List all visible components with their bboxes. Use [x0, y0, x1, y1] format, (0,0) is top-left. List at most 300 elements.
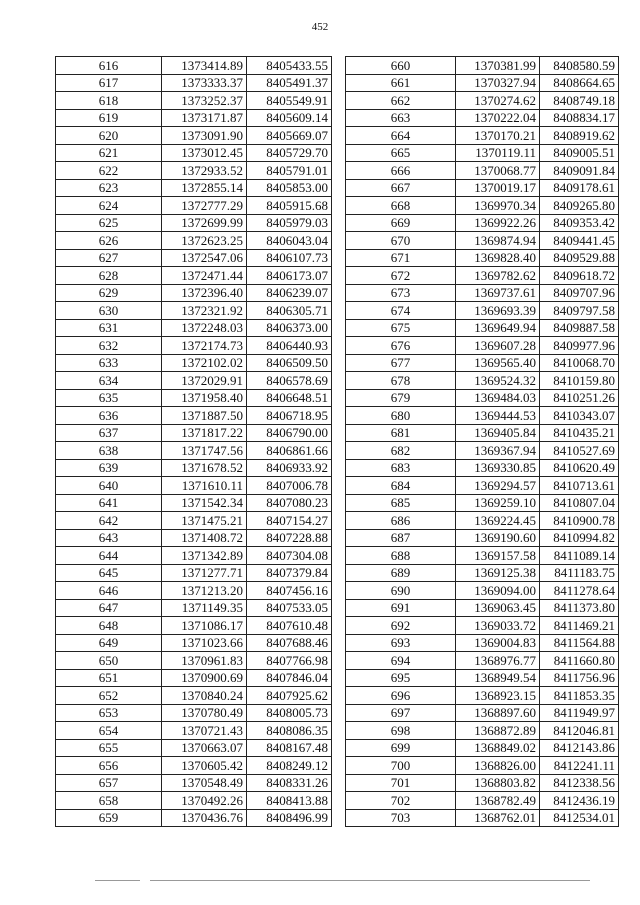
- x-coordinate-cell: 1370019.17: [456, 179, 540, 197]
- point-number-cell: 700: [346, 757, 456, 775]
- x-coordinate-cell: 1368923.15: [456, 687, 540, 705]
- y-coordinate-cell: 8409529.88: [540, 249, 619, 267]
- point-number-cell: 637: [56, 424, 162, 442]
- y-coordinate-cell: 8411373.80: [540, 599, 619, 617]
- x-coordinate-cell: 1372777.29: [162, 197, 247, 215]
- point-number-cell: 677: [346, 354, 456, 372]
- y-coordinate-cell: 8408749.18: [540, 92, 619, 110]
- x-coordinate-cell: 1371747.56: [162, 442, 247, 460]
- x-coordinate-cell: 1369565.40: [456, 354, 540, 372]
- point-number-cell: 674: [346, 302, 456, 320]
- table-row: [346, 214, 619, 232]
- x-coordinate-cell: 1371342.89: [162, 547, 247, 565]
- point-number-cell: 632: [56, 337, 162, 355]
- point-number-cell: 681: [346, 424, 456, 442]
- x-coordinate-cell: 1369874.94: [456, 232, 540, 250]
- y-coordinate-cell: 8408580.59: [540, 57, 619, 75]
- x-coordinate-cell: 1371086.17: [162, 617, 247, 635]
- y-coordinate-cell: 8408249.12: [247, 757, 332, 775]
- point-number-cell: 684: [346, 477, 456, 495]
- y-coordinate-cell: 8406373.00: [247, 319, 332, 337]
- x-coordinate-cell: 1368897.60: [456, 704, 540, 722]
- y-coordinate-cell: 8408919.62: [540, 127, 619, 145]
- table-row: [346, 722, 619, 740]
- point-number-cell: 670: [346, 232, 456, 250]
- y-coordinate-cell: 8411564.88: [540, 634, 619, 652]
- x-coordinate-cell: 1370274.62: [456, 92, 540, 110]
- y-coordinate-cell: 8411183.75: [540, 564, 619, 582]
- point-number-cell: 649: [56, 634, 162, 652]
- y-coordinate-cell: 8410994.82: [540, 529, 619, 547]
- table-row: [56, 529, 332, 547]
- y-coordinate-cell: 8405979.03: [247, 214, 332, 232]
- point-number-cell: 702: [346, 792, 456, 810]
- x-coordinate-cell: 1368976.77: [456, 652, 540, 670]
- y-coordinate-cell: 8409353.42: [540, 214, 619, 232]
- y-coordinate-cell: 8408664.65: [540, 74, 619, 92]
- y-coordinate-cell: 8410068.70: [540, 354, 619, 372]
- x-coordinate-cell: 1369004.83: [456, 634, 540, 652]
- y-coordinate-cell: 8412534.01: [540, 809, 619, 827]
- y-coordinate-cell: 8405791.01: [247, 162, 332, 180]
- y-coordinate-cell: 8406239.07: [247, 284, 332, 302]
- point-number-cell: 646: [56, 582, 162, 600]
- x-coordinate-cell: 1369063.45: [456, 599, 540, 617]
- x-coordinate-cell: 1373333.37: [162, 74, 247, 92]
- table-row: [56, 232, 332, 250]
- point-number-cell: 627: [56, 249, 162, 267]
- table-row: [346, 809, 619, 827]
- table-row: [56, 512, 332, 530]
- point-number-cell: 656: [56, 757, 162, 775]
- point-number-cell: 680: [346, 407, 456, 425]
- point-number-cell: 631: [56, 319, 162, 337]
- point-number-cell: 619: [56, 109, 162, 127]
- y-coordinate-cell: 8405853.00: [247, 179, 332, 197]
- x-coordinate-cell: 1370961.83: [162, 652, 247, 670]
- table-row: [346, 162, 619, 180]
- y-coordinate-cell: 8409887.58: [540, 319, 619, 337]
- x-coordinate-cell: 1372174.73: [162, 337, 247, 355]
- point-number-cell: 617: [56, 74, 162, 92]
- y-coordinate-cell: 8407610.48: [247, 617, 332, 635]
- point-number-cell: 652: [56, 687, 162, 705]
- y-coordinate-cell: 8405433.55: [247, 57, 332, 75]
- table-row: [56, 214, 332, 232]
- y-coordinate-cell: 8411469.21: [540, 617, 619, 635]
- x-coordinate-cell: 1370492.26: [162, 792, 247, 810]
- point-number-cell: 701: [346, 774, 456, 792]
- point-number-cell: 628: [56, 267, 162, 285]
- y-coordinate-cell: 8411278.64: [540, 582, 619, 600]
- table-row: [56, 74, 332, 92]
- page-number: 452: [311, 21, 329, 33]
- y-coordinate-cell: 8412436.19: [540, 792, 619, 810]
- y-coordinate-cell: 8410713.61: [540, 477, 619, 495]
- table-row: [346, 477, 619, 495]
- point-number-cell: 669: [346, 214, 456, 232]
- point-number-cell: 666: [346, 162, 456, 180]
- y-coordinate-cell: 8406173.07: [247, 267, 332, 285]
- y-coordinate-cell: 8406933.92: [247, 459, 332, 477]
- y-coordinate-cell: 8407080.23: [247, 494, 332, 512]
- table-row: [346, 652, 619, 670]
- point-number-cell: 643: [56, 529, 162, 547]
- footer-rule: [95, 880, 140, 881]
- table-row: [56, 687, 332, 705]
- table-row: [346, 529, 619, 547]
- y-coordinate-cell: 8409265.80: [540, 197, 619, 215]
- y-coordinate-cell: 8406648.51: [247, 389, 332, 407]
- table-row: [346, 442, 619, 460]
- table-row: [56, 669, 332, 687]
- point-number-cell: 690: [346, 582, 456, 600]
- y-coordinate-cell: 8409005.51: [540, 144, 619, 162]
- y-coordinate-cell: 8410251.26: [540, 389, 619, 407]
- y-coordinate-cell: 8407456.16: [247, 582, 332, 600]
- table-row: [346, 704, 619, 722]
- point-number-cell: 621: [56, 144, 162, 162]
- x-coordinate-cell: 1372855.14: [162, 179, 247, 197]
- table-row: [346, 582, 619, 600]
- point-number-cell: 668: [346, 197, 456, 215]
- point-number-cell: 622: [56, 162, 162, 180]
- table-body: [56, 57, 332, 827]
- x-coordinate-cell: 1371610.11: [162, 477, 247, 495]
- table-row: [346, 127, 619, 145]
- point-number-cell: 633: [56, 354, 162, 372]
- table-row: [346, 599, 619, 617]
- y-coordinate-cell: 8407766.98: [247, 652, 332, 670]
- table-row: [56, 92, 332, 110]
- point-number-cell: 658: [56, 792, 162, 810]
- y-coordinate-cell: 8409977.96: [540, 337, 619, 355]
- point-number-cell: 676: [346, 337, 456, 355]
- table-row: [56, 109, 332, 127]
- x-coordinate-cell: 1368849.02: [456, 739, 540, 757]
- y-coordinate-cell: 8405669.07: [247, 127, 332, 145]
- x-coordinate-cell: 1372248.03: [162, 319, 247, 337]
- point-number-cell: 683: [346, 459, 456, 477]
- x-coordinate-cell: 1372933.52: [162, 162, 247, 180]
- table-row: [346, 232, 619, 250]
- point-number-cell: 667: [346, 179, 456, 197]
- table-row: [56, 179, 332, 197]
- x-coordinate-cell: 1369524.32: [456, 372, 540, 390]
- x-coordinate-cell: 1369970.34: [456, 197, 540, 215]
- table-row: [346, 617, 619, 635]
- point-number-cell: 641: [56, 494, 162, 512]
- x-coordinate-cell: 1371887.50: [162, 407, 247, 425]
- x-coordinate-cell: 1371213.20: [162, 582, 247, 600]
- table-body: [346, 57, 619, 827]
- point-number-cell: 691: [346, 599, 456, 617]
- x-coordinate-cell: 1369190.60: [456, 529, 540, 547]
- x-coordinate-cell: 1372102.02: [162, 354, 247, 372]
- table-row: [346, 109, 619, 127]
- y-coordinate-cell: 8411756.96: [540, 669, 619, 687]
- y-coordinate-cell: 8407925.62: [247, 687, 332, 705]
- y-coordinate-cell: 8412241.11: [540, 757, 619, 775]
- point-number-cell: 659: [56, 809, 162, 827]
- table-row: [346, 739, 619, 757]
- point-number-cell: 698: [346, 722, 456, 740]
- table-row: [56, 792, 332, 810]
- x-coordinate-cell: 1368782.49: [456, 792, 540, 810]
- point-number-cell: 672: [346, 267, 456, 285]
- y-coordinate-cell: 8410807.04: [540, 494, 619, 512]
- x-coordinate-cell: 1368872.89: [456, 722, 540, 740]
- table-row: [346, 547, 619, 565]
- x-coordinate-cell: 1370119.11: [456, 144, 540, 162]
- point-number-cell: 696: [346, 687, 456, 705]
- x-coordinate-cell: 1370548.49: [162, 774, 247, 792]
- point-number-cell: 693: [346, 634, 456, 652]
- table-row: [56, 774, 332, 792]
- table-row: [346, 774, 619, 792]
- table-row: [56, 354, 332, 372]
- y-coordinate-cell: 8410900.78: [540, 512, 619, 530]
- y-coordinate-cell: 8408167.48: [247, 739, 332, 757]
- y-coordinate-cell: 8406043.04: [247, 232, 332, 250]
- y-coordinate-cell: 8409441.45: [540, 232, 619, 250]
- table-row: [56, 57, 332, 75]
- x-coordinate-cell: 1369693.39: [456, 302, 540, 320]
- point-number-cell: 618: [56, 92, 162, 110]
- point-number-cell: 639: [56, 459, 162, 477]
- x-coordinate-cell: 1369782.62: [456, 267, 540, 285]
- x-coordinate-cell: 1369405.84: [456, 424, 540, 442]
- point-number-cell: 635: [56, 389, 162, 407]
- table-row: [56, 494, 332, 512]
- point-number-cell: 671: [346, 249, 456, 267]
- table-row: [346, 144, 619, 162]
- y-coordinate-cell: 8409091.84: [540, 162, 619, 180]
- x-coordinate-cell: 1369444.53: [456, 407, 540, 425]
- table-row: [56, 197, 332, 215]
- y-coordinate-cell: 8407846.04: [247, 669, 332, 687]
- table-row: [346, 792, 619, 810]
- x-coordinate-cell: 1373414.89: [162, 57, 247, 75]
- y-coordinate-cell: 8405549.91: [247, 92, 332, 110]
- table-row: [346, 284, 619, 302]
- y-coordinate-cell: 8409618.72: [540, 267, 619, 285]
- y-coordinate-cell: 8407006.78: [247, 477, 332, 495]
- table-row: [346, 92, 619, 110]
- x-coordinate-cell: 1371958.40: [162, 389, 247, 407]
- point-number-cell: 703: [346, 809, 456, 827]
- table-row: [346, 179, 619, 197]
- table-row: [346, 249, 619, 267]
- point-number-cell: 638: [56, 442, 162, 460]
- point-number-cell: 648: [56, 617, 162, 635]
- table-row: [346, 669, 619, 687]
- table-row: [56, 704, 332, 722]
- table-row: [346, 389, 619, 407]
- y-coordinate-cell: 8408005.73: [247, 704, 332, 722]
- y-coordinate-cell: 8412046.81: [540, 722, 619, 740]
- table-row: [56, 424, 332, 442]
- x-coordinate-cell: 1370170.21: [456, 127, 540, 145]
- point-number-cell: 694: [346, 652, 456, 670]
- x-coordinate-cell: 1370605.42: [162, 757, 247, 775]
- point-number-cell: 675: [346, 319, 456, 337]
- y-coordinate-cell: 8411853.35: [540, 687, 619, 705]
- table-row: [346, 57, 619, 75]
- y-coordinate-cell: 8407304.08: [247, 547, 332, 565]
- table-row: [56, 739, 332, 757]
- point-number-cell: 695: [346, 669, 456, 687]
- table-row: [56, 459, 332, 477]
- point-number-cell: 682: [346, 442, 456, 460]
- point-number-cell: 699: [346, 739, 456, 757]
- table-row: [56, 337, 332, 355]
- table-row: [346, 424, 619, 442]
- point-number-cell: 654: [56, 722, 162, 740]
- table-row: [56, 284, 332, 302]
- point-number-cell: 640: [56, 477, 162, 495]
- y-coordinate-cell: 8406718.95: [247, 407, 332, 425]
- x-coordinate-cell: 1369607.28: [456, 337, 540, 355]
- y-coordinate-cell: 8412143.86: [540, 739, 619, 757]
- x-coordinate-cell: 1373091.90: [162, 127, 247, 145]
- x-coordinate-cell: 1369033.72: [456, 617, 540, 635]
- x-coordinate-cell: 1371149.35: [162, 599, 247, 617]
- table-row: [56, 249, 332, 267]
- x-coordinate-cell: 1370840.24: [162, 687, 247, 705]
- footer-rule: [150, 880, 590, 881]
- x-coordinate-cell: 1372547.06: [162, 249, 247, 267]
- x-coordinate-cell: 1372029.91: [162, 372, 247, 390]
- point-number-cell: 697: [346, 704, 456, 722]
- x-coordinate-cell: 1369367.94: [456, 442, 540, 460]
- x-coordinate-cell: 1369157.58: [456, 547, 540, 565]
- point-number-cell: 653: [56, 704, 162, 722]
- point-number-cell: 629: [56, 284, 162, 302]
- point-number-cell: 647: [56, 599, 162, 617]
- x-coordinate-cell: 1369649.94: [456, 319, 540, 337]
- y-coordinate-cell: 8408331.26: [247, 774, 332, 792]
- table-row: [346, 354, 619, 372]
- x-coordinate-cell: 1373171.87: [162, 109, 247, 127]
- table-row: [346, 372, 619, 390]
- x-coordinate-cell: 1368826.00: [456, 757, 540, 775]
- table-row: [346, 757, 619, 775]
- x-coordinate-cell: 1368762.01: [456, 809, 540, 827]
- y-coordinate-cell: 8411089.14: [540, 547, 619, 565]
- point-number-cell: 685: [346, 494, 456, 512]
- y-coordinate-cell: 8409707.96: [540, 284, 619, 302]
- table-row: [346, 459, 619, 477]
- x-coordinate-cell: 1370068.77: [456, 162, 540, 180]
- table-row: [56, 809, 332, 827]
- x-coordinate-cell: 1370721.43: [162, 722, 247, 740]
- point-number-cell: 664: [346, 127, 456, 145]
- table-row: [56, 599, 332, 617]
- point-number-cell: 616: [56, 57, 162, 75]
- x-coordinate-cell: 1369294.57: [456, 477, 540, 495]
- point-number-cell: 660: [346, 57, 456, 75]
- y-coordinate-cell: 8406305.71: [247, 302, 332, 320]
- table-row: [56, 162, 332, 180]
- y-coordinate-cell: 8406440.93: [247, 337, 332, 355]
- point-number-cell: 678: [346, 372, 456, 390]
- y-coordinate-cell: 8410620.49: [540, 459, 619, 477]
- point-number-cell: 689: [346, 564, 456, 582]
- y-coordinate-cell: 8405609.14: [247, 109, 332, 127]
- table-row: [346, 407, 619, 425]
- table-row: [56, 407, 332, 425]
- x-coordinate-cell: 1369737.61: [456, 284, 540, 302]
- table-row: [56, 144, 332, 162]
- point-number-cell: 626: [56, 232, 162, 250]
- point-number-cell: 663: [346, 109, 456, 127]
- y-coordinate-cell: 8407379.84: [247, 564, 332, 582]
- x-coordinate-cell: 1369484.03: [456, 389, 540, 407]
- point-number-cell: 687: [346, 529, 456, 547]
- y-coordinate-cell: 8406578.69: [247, 372, 332, 390]
- y-coordinate-cell: 8406509.50: [247, 354, 332, 372]
- y-coordinate-cell: 8405915.68: [247, 197, 332, 215]
- x-coordinate-cell: 1370900.69: [162, 669, 247, 687]
- point-number-cell: 620: [56, 127, 162, 145]
- point-number-cell: 625: [56, 214, 162, 232]
- table-row: [56, 564, 332, 582]
- table-row: [56, 477, 332, 495]
- x-coordinate-cell: 1369922.26: [456, 214, 540, 232]
- x-coordinate-cell: 1370436.76: [162, 809, 247, 827]
- table-row: [56, 372, 332, 390]
- point-number-cell: 645: [56, 564, 162, 582]
- y-coordinate-cell: 8408834.17: [540, 109, 619, 127]
- x-coordinate-cell: 1372699.99: [162, 214, 247, 232]
- y-coordinate-cell: 8406790.00: [247, 424, 332, 442]
- table-row: [346, 197, 619, 215]
- table-row: [346, 494, 619, 512]
- x-coordinate-cell: 1372623.25: [162, 232, 247, 250]
- x-coordinate-cell: 1372471.44: [162, 267, 247, 285]
- x-coordinate-cell: 1369259.10: [456, 494, 540, 512]
- point-number-cell: 642: [56, 512, 162, 530]
- table-row: [346, 512, 619, 530]
- table-row: [56, 442, 332, 460]
- table-row: [56, 319, 332, 337]
- x-coordinate-cell: 1369224.45: [456, 512, 540, 530]
- point-number-cell: 624: [56, 197, 162, 215]
- point-number-cell: 686: [346, 512, 456, 530]
- y-coordinate-cell: 8406107.73: [247, 249, 332, 267]
- table-row: [56, 267, 332, 285]
- table-row: [56, 617, 332, 635]
- x-coordinate-cell: 1369828.40: [456, 249, 540, 267]
- point-number-cell: 661: [346, 74, 456, 92]
- y-coordinate-cell: 8408413.88: [247, 792, 332, 810]
- point-number-cell: 634: [56, 372, 162, 390]
- x-coordinate-cell: 1372396.40: [162, 284, 247, 302]
- table-row: [56, 634, 332, 652]
- y-coordinate-cell: 8408086.35: [247, 722, 332, 740]
- point-number-cell: 650: [56, 652, 162, 670]
- y-coordinate-cell: 8410159.80: [540, 372, 619, 390]
- table-row: [346, 74, 619, 92]
- x-coordinate-cell: 1370327.94: [456, 74, 540, 92]
- x-coordinate-cell: 1371475.21: [162, 512, 247, 530]
- x-coordinate-cell: 1369094.00: [456, 582, 540, 600]
- point-number-cell: 679: [346, 389, 456, 407]
- coordinates-table-right: [345, 56, 619, 827]
- table-row: [56, 547, 332, 565]
- coordinates-table-left: [55, 56, 332, 827]
